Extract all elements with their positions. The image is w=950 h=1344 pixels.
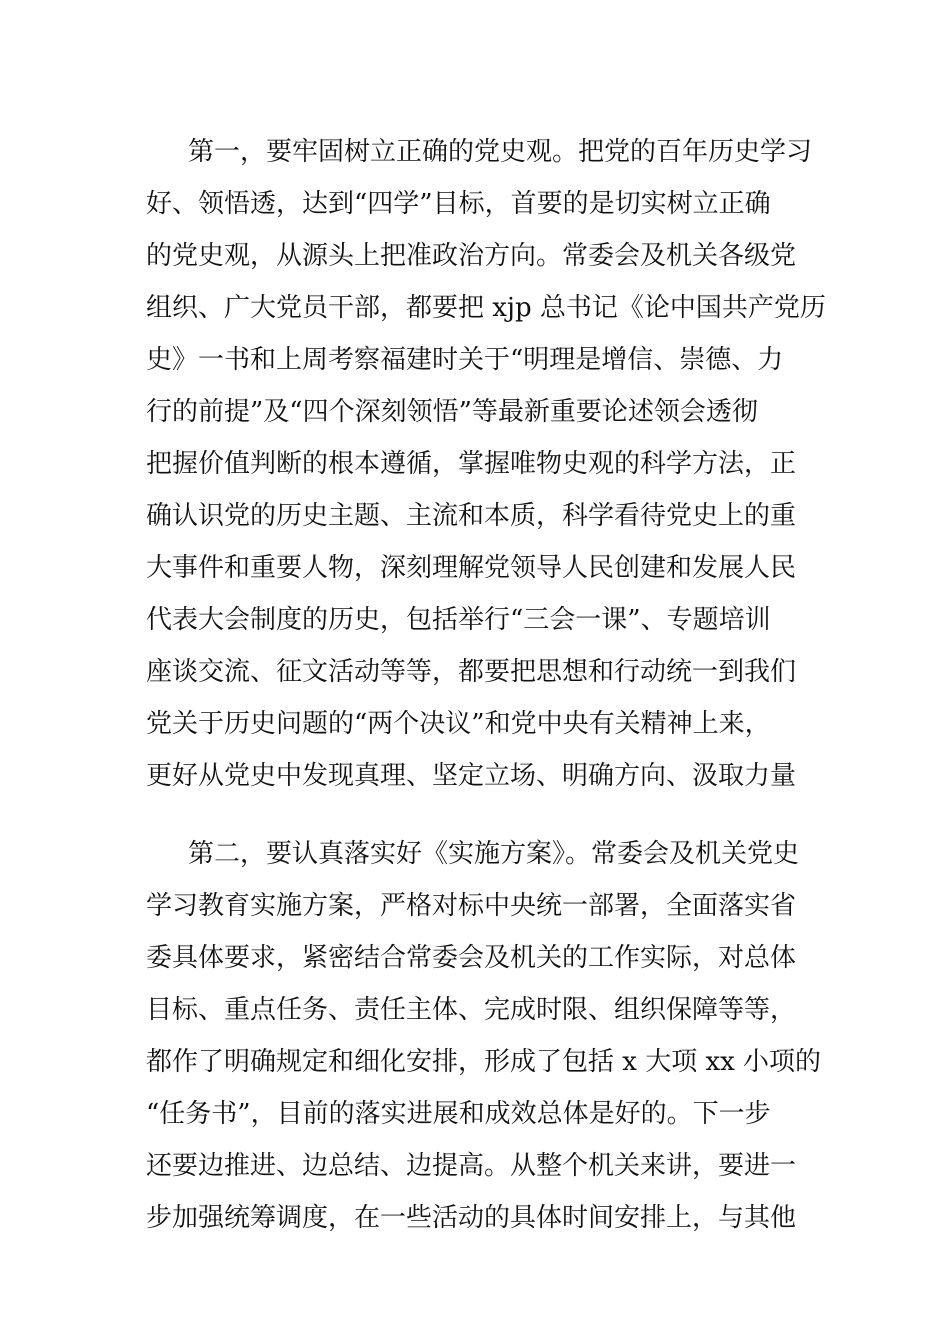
paragraph-line: 好、领悟透，达到“四学”目标，首要的是切实树立正确 bbox=[146, 189, 771, 219]
paragraph-line: 大事件和重要人物，深刻理解党领导人民创建和发展人民 bbox=[146, 553, 797, 583]
paragraph-line: 目标、重点任务、责任主体、完成时限、组织保障等等， bbox=[146, 995, 797, 1025]
paragraph-line: 第一，要牢固树立正确的党史观。把党的百年历史学习 bbox=[188, 137, 813, 167]
paragraph-line: 座谈交流、征文活动等等，都要把思想和行动统一到我们 bbox=[146, 657, 797, 687]
paragraph-line: 党关于历史问题的“两个决议”和党中央有关精神上来， bbox=[146, 709, 771, 739]
paragraph-line: 都作了明确规定和细化安排，形成了包括 x 大项 xx 小项的 bbox=[146, 1047, 822, 1077]
paragraph-line: “任务书”，目前的落实进展和成效总体是好的。下一步 bbox=[146, 1099, 771, 1129]
paragraph-line: 学习教育实施方案，严格对标中央统一部署，全面落实省 bbox=[146, 891, 797, 921]
paragraph-line: 行的前提”及“四个深刻领悟”等最新重要论述领会透彻 bbox=[146, 397, 758, 427]
paragraph-line: 步加强统筹调度，在一些活动的具体时间安排上，与其他 bbox=[146, 1203, 797, 1233]
paragraph-line: 委具体要求，紧密结合常委会及机关的工作实际，对总体 bbox=[146, 943, 797, 973]
paragraph-line: 组织、广大党员干部，都要把 xjp 总书记《论中国共产党历 bbox=[146, 293, 826, 323]
paragraph-line: 更好从党史中发现真理、坚定立场、明确方向、汲取力量 bbox=[146, 761, 797, 791]
paragraph-line: 确认识党的历史主题、主流和本质，科学看待党史上的重 bbox=[146, 501, 797, 531]
paragraph-line: 的党史观，从源头上把准政治方向。常委会及机关各级党 bbox=[146, 241, 797, 271]
paragraph-line: 把握价值判断的根本遵循，掌握唯物史观的科学方法，正 bbox=[146, 449, 797, 479]
paragraph-line: 代表大会制度的历史，包括举行“三会一课”、专题培训 bbox=[146, 605, 771, 635]
paragraph-line: 史》一书和上周考察福建时关于“明理是增信、崇德、力 bbox=[146, 345, 784, 375]
paragraph-line: 还要边推进、边总结、边提高。从整个机关来讲，要进一 bbox=[146, 1151, 797, 1181]
paragraph-line: 第二，要认真落实好《实施方案》。常委会及机关党史 bbox=[188, 839, 800, 869]
